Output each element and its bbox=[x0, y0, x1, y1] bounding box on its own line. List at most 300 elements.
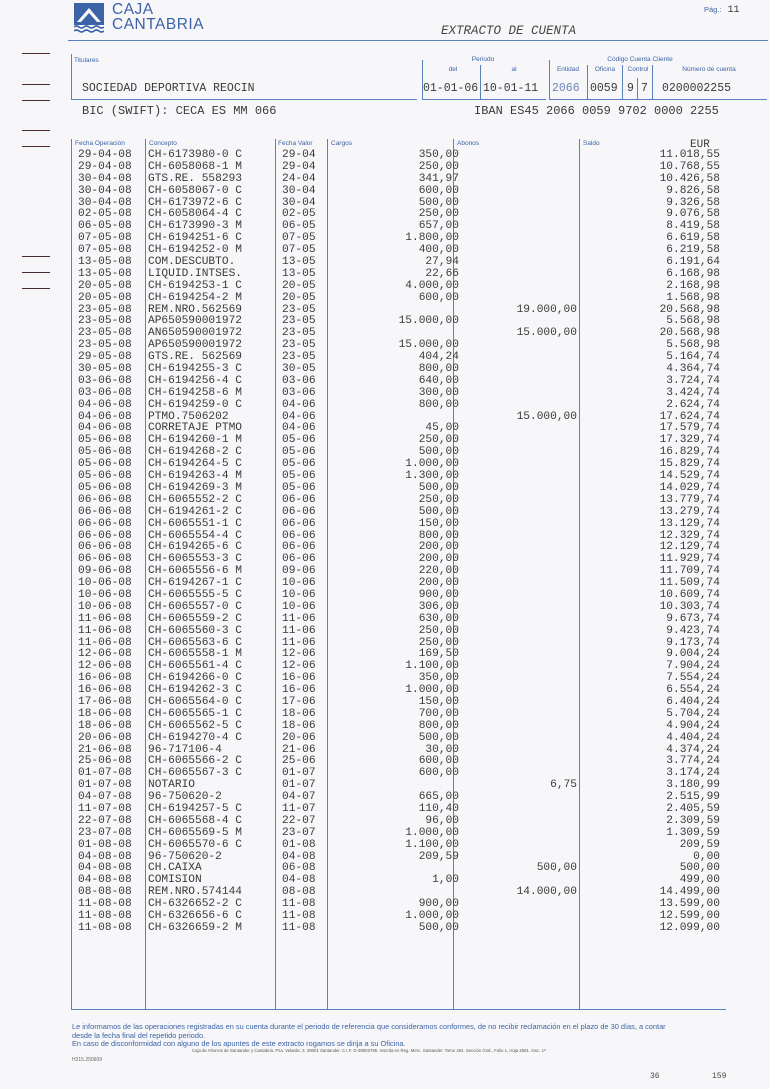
cell-cargo: 404,24 bbox=[418, 351, 459, 364]
cell-cargo: 700,00 bbox=[418, 707, 459, 720]
numero-label: Número de cuenta bbox=[682, 66, 736, 73]
holders-label: Titulares bbox=[74, 57, 99, 64]
cell-fecha-operacion: 10-06-08 bbox=[78, 600, 132, 613]
cell-cargo: 45,00 bbox=[425, 422, 459, 435]
cell-fecha-operacion: 30-04-08 bbox=[78, 184, 132, 197]
cell-cargo: 110,40 bbox=[418, 802, 459, 815]
cell-fecha-operacion: 06-06-08 bbox=[78, 553, 132, 566]
cell-fecha-valor: 05-06 bbox=[282, 458, 316, 471]
cell-saldo: 3.724,74 bbox=[666, 374, 720, 387]
cell-fecha-operacion: 16-06-08 bbox=[78, 684, 132, 697]
cell-concepto: CH-6173990-3 M bbox=[148, 220, 242, 233]
cell-fecha-operacion: 09-06-08 bbox=[78, 565, 132, 578]
cell-fecha-valor: 17-06 bbox=[282, 695, 316, 708]
cell-fecha-valor: 23-05 bbox=[282, 315, 316, 328]
table-row bbox=[0, 721, 770, 733]
cell-cargo: 96,00 bbox=[425, 814, 459, 827]
cell-cargo: 220,00 bbox=[418, 565, 459, 578]
cell-concepto: COM.DESCUBTO. bbox=[148, 256, 236, 269]
cell-fecha-operacion: 12-06-08 bbox=[78, 660, 132, 673]
cell-fecha-valor: 01-08 bbox=[282, 838, 316, 851]
currency-label: EUR bbox=[690, 139, 710, 151]
cell-fecha-valor: 10-06 bbox=[282, 588, 316, 601]
cell-cargo: 1.800,00 bbox=[405, 232, 459, 245]
page-value: 11 bbox=[727, 5, 740, 16]
table-row bbox=[0, 840, 770, 852]
sheet-number: 36 bbox=[650, 1072, 660, 1081]
entidad-label: Entidad bbox=[556, 66, 580, 73]
form-reference: H215.250609 bbox=[72, 1057, 103, 1063]
cell-fecha-valor: 20-06 bbox=[282, 731, 316, 744]
cell-fecha-valor: 04-06 bbox=[282, 422, 316, 435]
table-row bbox=[0, 519, 770, 531]
cell-fecha-valor: 11-08 bbox=[282, 910, 316, 922]
cell-abono: 6,75 bbox=[550, 779, 577, 792]
cell-cargo: 500,00 bbox=[418, 196, 459, 209]
cell-saldo: 4.374,24 bbox=[666, 743, 720, 756]
cell-saldo: 5.704,24 bbox=[666, 707, 720, 720]
cell-concepto: CH-6194269-3 M bbox=[148, 481, 242, 494]
cell-fecha-operacion: 11-08-08 bbox=[78, 898, 132, 911]
cell-saldo: 6.168,98 bbox=[666, 267, 720, 280]
cell-saldo: 5.164,74 bbox=[666, 351, 720, 364]
cell-cargo: 150,00 bbox=[418, 695, 459, 708]
cell-concepto: CH-6194254-2 M bbox=[148, 291, 242, 304]
cell-concepto: CH-6194263-4 M bbox=[148, 470, 242, 483]
cell-saldo: 10.609,74 bbox=[659, 588, 720, 601]
document-title: EXTRACTO DE CUENTA bbox=[441, 24, 577, 38]
cell-abono: 500,00 bbox=[536, 862, 577, 875]
cell-saldo: 11.709,74 bbox=[659, 565, 720, 578]
cell-fecha-valor: 04-06 bbox=[282, 410, 316, 423]
iban-code: IBAN ES45 2066 0059 9702 0000 2255 bbox=[474, 104, 719, 118]
cell-cargo: 150,00 bbox=[418, 517, 459, 530]
cell-concepto: CH-6194267-1 C bbox=[148, 577, 242, 590]
cell-fecha-valor: 25-06 bbox=[282, 755, 316, 768]
cell-cargo: 657,00 bbox=[418, 220, 459, 233]
cell-fecha-operacion: 06-06-08 bbox=[78, 529, 132, 542]
cell-cargo: 250,00 bbox=[418, 624, 459, 637]
page-label: Pág.: bbox=[704, 5, 722, 14]
cell-fecha-operacion: 20-05-08 bbox=[78, 291, 132, 304]
cell-fecha-valor: 10-06 bbox=[282, 600, 316, 613]
cell-cargo: 200,00 bbox=[418, 541, 459, 554]
table-row bbox=[0, 162, 770, 174]
margin-mark bbox=[22, 100, 50, 101]
cell-concepto: CH-6194258-6 M bbox=[148, 386, 242, 399]
margin-mark bbox=[22, 84, 50, 85]
cell-cargo: 500,00 bbox=[418, 446, 459, 459]
cell-concepto: LIQUID.INTSES. bbox=[148, 267, 242, 280]
cell-saldo: 13.279,74 bbox=[659, 505, 720, 518]
period-label: Periodo bbox=[471, 56, 495, 63]
col-header-abonos: Abonos bbox=[457, 140, 480, 147]
cell-fecha-valor: 02-05 bbox=[282, 208, 316, 221]
cell-fecha-operacion: 05-06-08 bbox=[78, 481, 132, 494]
cell-fecha-valor: 11-08 bbox=[282, 921, 316, 934]
page-number bbox=[704, 5, 740, 16]
cell-cargo: 200,00 bbox=[418, 577, 459, 590]
cell-concepto: AP650590001972 bbox=[148, 315, 242, 328]
control-digit-1: 9 bbox=[627, 82, 634, 95]
cell-saldo: 6.554,24 bbox=[666, 684, 720, 697]
cell-concepto: 96-717106-4 bbox=[148, 743, 222, 756]
cell-concepto: CH-6065552-2 C bbox=[148, 493, 242, 506]
table-row bbox=[0, 400, 770, 412]
cell-cargo: 350,00 bbox=[418, 149, 459, 161]
period-from: 01-01-06 bbox=[423, 82, 479, 95]
cell-abono: 19.000,00 bbox=[516, 303, 577, 316]
cell-fecha-operacion: 12-06-08 bbox=[78, 648, 132, 661]
cell-fecha-valor: 06-05 bbox=[282, 220, 316, 233]
cell-concepto: CH-6065556-6 M bbox=[148, 565, 242, 578]
cell-saldo: 13.129,74 bbox=[659, 517, 720, 530]
margin-mark bbox=[22, 53, 50, 54]
cell-concepto: CH-6194253-1 C bbox=[148, 279, 242, 292]
cell-saldo: 14.029,74 bbox=[659, 481, 720, 494]
cell-concepto: CH-6065559-2 C bbox=[148, 612, 242, 625]
cell-fecha-operacion: 06-05-08 bbox=[78, 220, 132, 233]
table-row bbox=[0, 388, 770, 400]
footer-line-2: desde la fecha final del repetido periodo. bbox=[72, 1031, 206, 1040]
cell-fecha-operacion: 01-07-08 bbox=[78, 779, 132, 792]
cell-fecha-valor: 30-04 bbox=[282, 184, 316, 197]
cell-fecha-operacion: 22-07-08 bbox=[78, 814, 132, 827]
table-row bbox=[0, 495, 770, 507]
cell-saldo: 5.568,98 bbox=[666, 315, 720, 328]
cell-concepto: CH-6194262-3 C bbox=[148, 684, 242, 697]
cell-cargo: 1.000,00 bbox=[405, 826, 459, 839]
cell-saldo: 7.904,24 bbox=[666, 660, 720, 673]
cell-saldo: 17.624,74 bbox=[659, 410, 720, 423]
cell-concepto: CH-6065558-1 M bbox=[148, 648, 242, 661]
cell-concepto: CH-6065560-3 C bbox=[148, 624, 242, 637]
cell-saldo: 3.774,24 bbox=[666, 755, 720, 768]
cell-fecha-operacion: 20-06-08 bbox=[78, 731, 132, 744]
cell-fecha-valor: 13-05 bbox=[282, 256, 316, 269]
cell-saldo: 15.829,74 bbox=[659, 458, 720, 471]
cell-fecha-valor: 06-08 bbox=[282, 862, 316, 875]
cell-concepto: CH-6194268-2 C bbox=[148, 446, 242, 459]
cell-fecha-operacion: 04-06-08 bbox=[78, 410, 132, 423]
account-number: 0200002255 bbox=[662, 82, 732, 95]
cell-concepto: CH-6194255-3 C bbox=[148, 363, 242, 376]
cell-fecha-valor: 29-04 bbox=[282, 149, 316, 161]
cell-saldo: 209,59 bbox=[679, 838, 720, 851]
cell-cargo: 800,00 bbox=[418, 398, 459, 411]
period-to-label: al bbox=[511, 66, 517, 73]
cell-fecha-valor: 23-07 bbox=[282, 826, 316, 839]
cell-saldo: 500,00 bbox=[679, 862, 720, 875]
cell-saldo: 9.173,74 bbox=[666, 636, 720, 649]
cell-saldo: 2.624,74 bbox=[666, 398, 720, 411]
cell-fecha-operacion: 20-05-08 bbox=[78, 279, 132, 292]
cell-concepto: 96-750620-2 bbox=[148, 850, 222, 863]
cell-concepto: CH-6065554-4 C bbox=[148, 529, 242, 542]
cell-cargo: 600,00 bbox=[418, 184, 459, 197]
cell-saldo: 11.018,55 bbox=[659, 149, 720, 161]
cell-concepto: CH-6058064-4 C bbox=[148, 208, 242, 221]
cell-fecha-valor: 11-06 bbox=[282, 636, 316, 649]
table-row bbox=[0, 602, 770, 614]
footer-line-1: Le informamos de las operaciones registradas en su cuenta durante el periodo de referencia que consideramos conformes, de no recibir reclamación en el plazo de 30 días, a contar bbox=[72, 1022, 666, 1031]
cell-saldo: 12.129,74 bbox=[659, 541, 720, 554]
cell-concepto: CH-6065557-0 C bbox=[148, 600, 242, 613]
cell-cargo: 300,00 bbox=[418, 386, 459, 399]
cell-concepto: REM.NRO.574144 bbox=[148, 886, 242, 899]
cell-saldo: 2.309,59 bbox=[666, 814, 720, 827]
cell-fecha-operacion: 16-06-08 bbox=[78, 672, 132, 685]
cell-fecha-valor: 06-06 bbox=[282, 517, 316, 530]
cell-cargo: 500,00 bbox=[418, 731, 459, 744]
cell-fecha-operacion: 23-05-08 bbox=[78, 315, 132, 328]
cell-cargo: 350,00 bbox=[418, 672, 459, 685]
cell-fecha-operacion: 30-04-08 bbox=[78, 196, 132, 209]
cell-concepto: CH-6065562-5 C bbox=[148, 719, 242, 732]
cell-fecha-operacion: 04-08-08 bbox=[78, 850, 132, 863]
cell-fecha-valor: 07-05 bbox=[282, 244, 316, 257]
cell-concepto: CH-6173972-6 C bbox=[148, 196, 242, 209]
col-header-concepto: Concepto bbox=[149, 140, 177, 147]
cell-saldo: 1.568,98 bbox=[666, 291, 720, 304]
cell-concepto: PTMO.7506202 bbox=[148, 410, 229, 423]
cell-cargo: 250,00 bbox=[418, 160, 459, 173]
cell-cargo: 600,00 bbox=[418, 291, 459, 304]
cell-fecha-valor: 20-05 bbox=[282, 291, 316, 304]
cell-fecha-valor: 24-04 bbox=[282, 172, 316, 185]
cell-cargo: 1.000,00 bbox=[405, 684, 459, 697]
bank-logo-text bbox=[112, 2, 204, 32]
table-row bbox=[0, 733, 770, 745]
table-row bbox=[0, 709, 770, 721]
cell-cargo: 630,00 bbox=[418, 612, 459, 625]
cell-saldo: 6.191,64 bbox=[666, 256, 720, 269]
cell-concepto: CH-6194259-0 C bbox=[148, 398, 242, 411]
cell-fecha-operacion: 29-04-08 bbox=[78, 160, 132, 173]
table-row bbox=[0, 269, 770, 281]
cell-fecha-operacion: 04-06-08 bbox=[78, 422, 132, 435]
table-row bbox=[0, 186, 770, 198]
cell-concepto: CH-6065551-1 C bbox=[148, 517, 242, 530]
cell-cargo: 800,00 bbox=[418, 363, 459, 376]
cell-concepto: CH-6194251-6 C bbox=[148, 232, 242, 245]
cell-concepto: CH.CAIXA bbox=[148, 862, 202, 875]
cell-saldo: 3.424,74 bbox=[666, 386, 720, 399]
cell-fecha-operacion: 02-05-08 bbox=[78, 208, 132, 221]
cell-fecha-valor: 30-04 bbox=[282, 196, 316, 209]
cell-fecha-operacion: 11-08-08 bbox=[78, 921, 132, 934]
cell-fecha-operacion: 13-05-08 bbox=[78, 267, 132, 280]
cell-saldo: 14.529,74 bbox=[659, 470, 720, 483]
cell-cargo: 400,00 bbox=[418, 244, 459, 257]
cell-fecha-valor: 13-05 bbox=[282, 267, 316, 280]
sequence-number: 159 bbox=[712, 1072, 727, 1081]
cell-fecha-operacion: 07-05-08 bbox=[78, 244, 132, 257]
cell-saldo: 9.326,58 bbox=[666, 196, 720, 209]
header-divider bbox=[68, 40, 768, 41]
bank-logo-icon bbox=[74, 3, 104, 33]
cell-cargo: 1.300,00 bbox=[405, 470, 459, 483]
period-border-bottom bbox=[422, 99, 546, 100]
cell-fecha-valor: 30-05 bbox=[282, 363, 316, 376]
cell-fecha-valor: 06-06 bbox=[282, 553, 316, 566]
cell-fecha-operacion: 06-06-08 bbox=[78, 493, 132, 506]
cell-fecha-operacion: 11-06-08 bbox=[78, 636, 132, 649]
entidad-value: 2066 bbox=[552, 82, 580, 95]
cell-saldo: 10.303,74 bbox=[659, 600, 720, 613]
cell-fecha-valor: 16-06 bbox=[282, 672, 316, 685]
cell-saldo: 20.568,98 bbox=[659, 303, 720, 316]
cell-fecha-operacion: 04-08-08 bbox=[78, 874, 132, 887]
cell-saldo: 9.673,74 bbox=[666, 612, 720, 625]
cell-fecha-operacion: 03-06-08 bbox=[78, 374, 132, 387]
holder-name: SOCIEDAD DEPORTIVA REOCIN bbox=[82, 82, 255, 95]
cell-concepto: CH-6194252-0 M bbox=[148, 244, 242, 257]
cell-fecha-valor: 16-06 bbox=[282, 684, 316, 697]
cell-saldo: 2.515,99 bbox=[666, 791, 720, 804]
cell-cargo: 800,00 bbox=[418, 529, 459, 542]
cell-saldo: 12.099,00 bbox=[659, 921, 720, 934]
cell-concepto: CH-6065565-1 C bbox=[148, 707, 242, 720]
cell-fecha-operacion: 17-06-08 bbox=[78, 695, 132, 708]
cell-abono: 15.000,00 bbox=[516, 410, 577, 423]
cell-fecha-operacion: 06-06-08 bbox=[78, 505, 132, 518]
cell-fecha-valor: 11-07 bbox=[282, 802, 316, 815]
cell-concepto: CH-6194264-5 C bbox=[148, 458, 242, 471]
cell-concepto: CH-6065569-5 M bbox=[148, 826, 242, 839]
cell-saldo: 6.404,24 bbox=[666, 695, 720, 708]
cell-fecha-valor: 04-06 bbox=[282, 398, 316, 411]
cell-fecha-operacion: 07-05-08 bbox=[78, 232, 132, 245]
logo-line-2: CANTABRIA bbox=[112, 16, 205, 33]
cell-abono: 15.000,00 bbox=[516, 327, 577, 340]
cell-cargo: 250,00 bbox=[418, 636, 459, 649]
cell-fecha-valor: 09-06 bbox=[282, 565, 316, 578]
cell-saldo: 7.554,24 bbox=[666, 672, 720, 685]
cell-concepto: CH-6194265-6 C bbox=[148, 541, 242, 554]
cell-cargo: 1.000,00 bbox=[405, 910, 459, 922]
cell-fecha-valor: 10-06 bbox=[282, 577, 316, 590]
cell-fecha-operacion: 13-05-08 bbox=[78, 256, 132, 269]
cell-fecha-operacion: 18-06-08 bbox=[78, 707, 132, 720]
cell-fecha-operacion: 04-08-08 bbox=[78, 862, 132, 875]
control-label: Control bbox=[627, 66, 649, 73]
cell-saldo: 499,00 bbox=[679, 874, 720, 887]
col-header-fecha-valor: Fecha Valor bbox=[278, 140, 313, 147]
cell-fecha-operacion: 25-06-08 bbox=[78, 755, 132, 768]
cell-fecha-valor: 06-06 bbox=[282, 505, 316, 518]
cell-cargo: 1.000,00 bbox=[405, 458, 459, 471]
cell-fecha-operacion: 05-06-08 bbox=[78, 470, 132, 483]
cell-cargo: 22,66 bbox=[425, 267, 459, 280]
cell-fecha-operacion: 06-06-08 bbox=[78, 541, 132, 554]
cell-concepto: CH-6326656-6 C bbox=[148, 910, 242, 922]
cell-concepto: NOTARIO bbox=[148, 779, 195, 792]
ccc-label: Código Cuenta Cliente bbox=[607, 56, 673, 63]
cell-fecha-valor: 20-05 bbox=[282, 279, 316, 292]
col-header-saldo: Saldo bbox=[583, 140, 600, 147]
cell-cargo: 1.100,00 bbox=[405, 660, 459, 673]
cell-saldo: 1.309,59 bbox=[666, 826, 720, 839]
cell-fecha-valor: 12-06 bbox=[282, 660, 316, 673]
cell-cargo: 27,94 bbox=[425, 256, 459, 269]
cell-concepto: COMISION bbox=[148, 874, 202, 887]
cell-concepto: CH-6194256-4 C bbox=[148, 374, 242, 387]
cell-fecha-valor: 04-07 bbox=[282, 791, 316, 804]
cell-saldo: 13.599,00 bbox=[659, 898, 720, 911]
cell-concepto: CH-6326652-2 C bbox=[148, 898, 242, 911]
cell-fecha-operacion: 18-06-08 bbox=[78, 719, 132, 732]
cell-saldo: 4.904,24 bbox=[666, 719, 720, 732]
cell-cargo: 15.000,00 bbox=[398, 339, 459, 352]
cell-fecha-operacion: 11-07-08 bbox=[78, 802, 132, 815]
cell-saldo: 17.329,74 bbox=[659, 434, 720, 447]
cell-cargo: 500,00 bbox=[418, 505, 459, 518]
cell-cargo: 800,00 bbox=[418, 719, 459, 732]
cell-cargo: 250,00 bbox=[418, 434, 459, 447]
cell-fecha-operacion: 23-05-08 bbox=[78, 327, 132, 340]
cell-concepto: 96-750620-2 bbox=[148, 791, 222, 804]
cell-saldo: 5.568,98 bbox=[666, 339, 720, 352]
cell-concepto: CH-6065555-5 C bbox=[148, 588, 242, 601]
col-header-cargos: Cargos bbox=[331, 140, 352, 147]
cell-fecha-operacion: 03-06-08 bbox=[78, 386, 132, 399]
cell-saldo: 13.779,74 bbox=[659, 493, 720, 506]
footer-line-3: En caso de disconformidad con alguno de los apuntes de este extracto rogamos se dirija a su Oficina. bbox=[72, 1039, 406, 1048]
cell-concepto: CH-6058068-1 M bbox=[148, 160, 242, 173]
cell-fecha-operacion: 06-06-08 bbox=[78, 517, 132, 530]
control-digit-2: 7 bbox=[641, 82, 648, 95]
col-header-fecha-operacion: Fecha Operación bbox=[75, 140, 125, 147]
cell-fecha-valor: 29-04 bbox=[282, 160, 316, 173]
cell-cargo: 600,00 bbox=[418, 755, 459, 768]
cell-concepto: CH-6065568-4 C bbox=[148, 814, 242, 827]
cell-fecha-valor: 18-06 bbox=[282, 707, 316, 720]
table-row bbox=[0, 174, 770, 186]
cell-fecha-operacion: 05-06-08 bbox=[78, 434, 132, 447]
cell-fecha-valor: 23-05 bbox=[282, 327, 316, 340]
cell-saldo: 3.180,99 bbox=[666, 779, 720, 792]
table-row bbox=[0, 626, 770, 638]
table-row bbox=[0, 293, 770, 305]
cell-saldo: 12.599,00 bbox=[659, 910, 720, 922]
cell-cargo: 306,00 bbox=[418, 600, 459, 613]
cell-saldo: 2.168,98 bbox=[666, 279, 720, 292]
cell-cargo: 900,00 bbox=[418, 898, 459, 911]
cell-fecha-valor: 11-06 bbox=[282, 624, 316, 637]
cell-cargo: 15.000,00 bbox=[398, 315, 459, 328]
ccc-divider bbox=[637, 78, 638, 99]
cell-saldo: 2.405,59 bbox=[666, 802, 720, 815]
cell-concepto: REM.NRO.562569 bbox=[148, 303, 242, 316]
cell-saldo: 6.619,58 bbox=[666, 232, 720, 245]
cell-concepto: CH-6065563-6 C bbox=[148, 636, 242, 649]
cell-fecha-valor: 11-08 bbox=[282, 898, 316, 911]
cell-cargo: 4.000,00 bbox=[405, 279, 459, 292]
cell-cargo: 1,00 bbox=[432, 874, 459, 887]
cell-fecha-operacion: 23-05-08 bbox=[78, 303, 132, 316]
cell-concepto: CH-6194270-4 C bbox=[148, 731, 242, 744]
cell-saldo: 3.174,24 bbox=[666, 767, 720, 780]
cell-cargo: 665,00 bbox=[418, 791, 459, 804]
cell-fecha-valor: 08-08 bbox=[282, 886, 316, 899]
cell-fecha-valor: 06-06 bbox=[282, 541, 316, 554]
cell-concepto: AP650590001972 bbox=[148, 339, 242, 352]
table-row bbox=[0, 281, 770, 293]
cell-saldo: 4.404,24 bbox=[666, 731, 720, 744]
logo-line-1: CAJA bbox=[112, 1, 154, 18]
bic-code: BIC (SWIFT): CECA ES MM 066 bbox=[82, 104, 277, 118]
